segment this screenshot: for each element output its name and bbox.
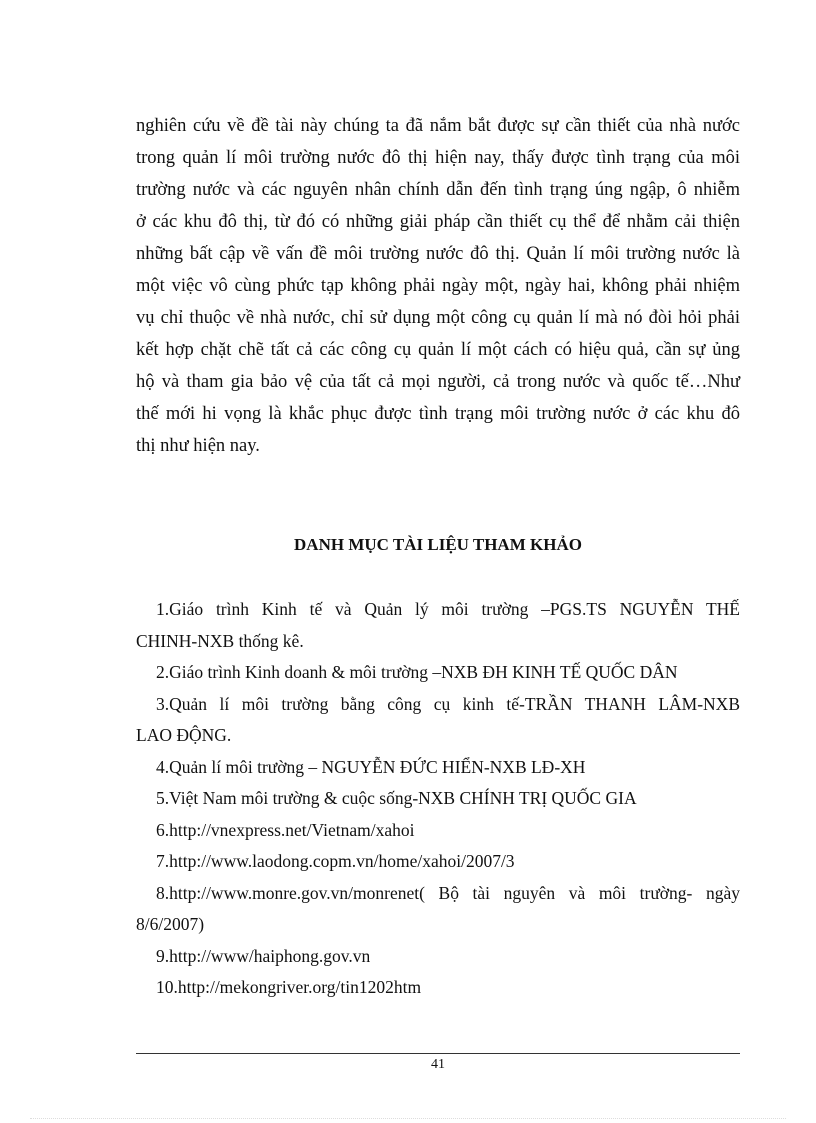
body-paragraph [136,110,740,462]
reference-item [136,815,740,847]
paragraph-line: nghiên cứu về đề tài này chúng ta đã nắm bắt được sự cần thiết của nhà nước [136,116,740,136]
footer-divider [136,1053,740,1054]
reference-line: 1.Giáo trình Kinh tế và Quản lý môi trường –PGS.TS NGUYỄN THẾ [156,599,740,619]
reference-line: 5.Việt Nam môi trường & cuộc sống-NXB CHÍNH TRỊ QUỐC GIA [156,788,637,808]
paragraph-line: vụ chỉ thuộc về nhà nước, chỉ sử dụng một công cụ quản lí mà nó đòi hỏi phải [136,308,740,328]
reference-line: 4.Quản lí môi trường – NGUYỄN ĐỨC HIỂN-NXB LĐ-XH [156,756,586,777]
paragraph-line: thế mới hi vọng là khắc phục được tình trạng môi trường nước ở các khu đô [136,404,740,424]
reference-item [136,878,740,941]
reference-item [136,783,740,815]
reference-line: 9.http://www/haiphong.gov.vn [156,945,371,966]
reference-line: 6.http://vnexpress.net/Vietnam/xahoi [156,819,415,840]
reference-line: 7.http://www.laodong.copm.vn/home/xahoi/2007/3 [156,851,515,871]
reference-item [136,972,740,1004]
paragraph-line: trong quản lí môi trường nước đô thị hiện nay, thấy được tình trạng của môi [136,148,740,168]
paragraph-line: một việc vô cùng phức tạp không phải ngày một, ngày hai, không phải nhiệm [136,276,740,296]
reference-line: LAO ĐỘNG. [136,725,232,745]
page-number: 41 [431,1057,445,1072]
reference-item [136,752,740,784]
reference-item [136,594,740,657]
reference-line: 10.http://mekongriver.org/tin1202htm [156,977,422,997]
paragraph-line: trường nước và các nguyên nhân chính dẫn đến tình trạng úng ngập, ô nhiễm [136,180,740,200]
reference-line: 8/6/2007) [136,914,205,934]
reference-item [136,657,740,689]
references-heading: DANH MỤC TÀI LIỆU THAM KHẢO [294,535,582,554]
page-edge-divider [30,1118,786,1119]
paragraph-line: ở các khu đô thị, từ đó có những giải pháp cần thiết cụ thể để nhằm cải thiện [136,212,740,232]
reference-line: 2.Giáo trình Kinh doanh & môi trường –NXB ĐH KINH TẾ QUỐC DÂN [156,662,678,682]
paragraph-line: hộ và tham gia bảo vệ của tất cả mọi người, cả trong nước và quốc tế…Như [136,372,740,392]
paragraph-line: kết hợp chặt chẽ tất cả các công cụ quản lí một cách có hiệu quả, cần sự ủng [136,340,740,360]
reference-line: CHINH-NXB thống kê. [136,630,304,651]
paragraph-line: thị như hiện nay. [136,436,260,456]
reference-item [136,941,740,973]
reference-item [136,689,740,752]
reference-line: 3.Quản lí môi trường bằng công cụ kinh tế-TRẦN THANH LÂM-NXB [156,693,740,714]
paragraph-line: những bất cập về vấn đề môi trường nước đô thị. Quản lí môi trường nước là [136,244,740,264]
reference-line: 8.http://www.monre.gov.vn/monrenet( Bộ tài nguyên và môi trường- ngày [156,882,740,903]
references-list [136,594,740,1004]
reference-item [136,846,740,878]
